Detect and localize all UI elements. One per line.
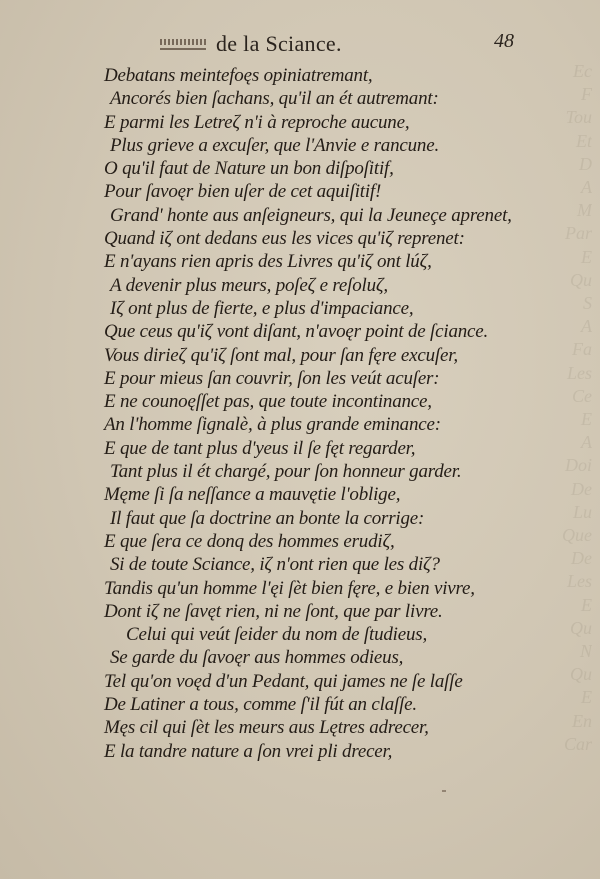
verse-line: Il faut que ſa doctrine an bonte la corrige: [110,507,425,529]
verse-line: E n'ayans rien apris des Livres qu'iζ ont lúζ, [104,251,432,273]
verse-line: Ancorés bien ſachans, qu'il an ét autremant: [110,88,439,110]
verse-line: Tant plus il ét chargé, pour ſon honneur garder. [110,461,462,483]
verse-line: Se garde du ſavoęr aus hommes odieus, [110,647,404,669]
verse-line: E parmi les Letreζ n'i à reproche aucune, [104,111,410,133]
verse-line: Dont iζ ne ſavęt rien, ni ne ſont, que par livre. [104,600,443,622]
running-head [160,30,342,58]
running-head-title: de la Sciance. [216,31,342,56]
verse-line: A devenir plus meurs, poſeζ e reſoluζ, [110,274,388,296]
verse-line: O qu'il faut de Nature un bon diſpoſitif, [104,158,394,180]
verse-line: Quand iζ ont dedans eus les vices qu'iζ reprenet: [104,228,465,250]
verse-line: Que ceus qu'iζ vont diſant, n'avoęr point de ſciance. [104,321,489,343]
verse-line: Iζ ont plus de fierte, e plus d'impaciance, [110,297,414,319]
verse-line: Tandis qu'un homme l'ęi ſèt bien fęre, e bien vivre, [104,577,475,599]
verse-line: E ne counoęſſet pas, que toute incontinance, [104,391,432,413]
verse-line: E que ſera ce donq des hommes erudiζ, [104,530,395,552]
ink-mark [442,790,446,792]
verse-line: Męs cil qui ſèt les meurs aus Lętres adrecer, [104,717,429,739]
verse-line: Męme ſi ſa neſſance a mauvętie l'oblige, [104,484,401,506]
verse-line: An l'homme ſignalè, à plus grande eminance: [104,414,441,436]
verse-line: Tel qu'on voęd d'un Pedant, qui james ne ſe laſſe [104,670,463,692]
verse-text-block [104,64,524,763]
verse-line: Plus grieve a excuſer, que l'Anvie e rancune. [110,134,440,156]
printer-ornament-icon [160,37,206,51]
verse-line: De Latiner a tous, comme ſ'il fút an claſſe. [104,694,417,716]
verse-line: Celui qui veút ſeider du nom de ſtudieus, [126,624,428,646]
verse-line: Pour ſavoęr bien uſer de cet aquiſitif! [104,181,382,203]
verse-line: Si de toute Sciance, iζ n'ont rien que les diζ? [110,554,440,576]
verse-line: E que de tant plus d'yeus il ſe fęt regarder, [104,437,416,459]
verse-line: E pour mieus ſan couvrir, ſon les veút acuſer: [104,367,440,389]
show-through-text: Ec F Tou Et D A M Par E Qu S A Fa Les Ce E A Doi De Lu Que De Les E Qu N Qu E En Car [562,61,592,754]
verse-line: E la tandre nature a ſon vrei pli drecer, [104,740,393,762]
verse-line: Vous dirieζ qu'iζ ſont mal, pour ſan fęre excuſer, [104,344,458,366]
verse-line: Debatans meintefoęs opiniatremant, [104,65,373,86]
verse-line: Grand' honte aus anſeigneurs, qui la Jeuneçe aprenet, [110,204,512,226]
page-number: 48 [494,30,514,52]
